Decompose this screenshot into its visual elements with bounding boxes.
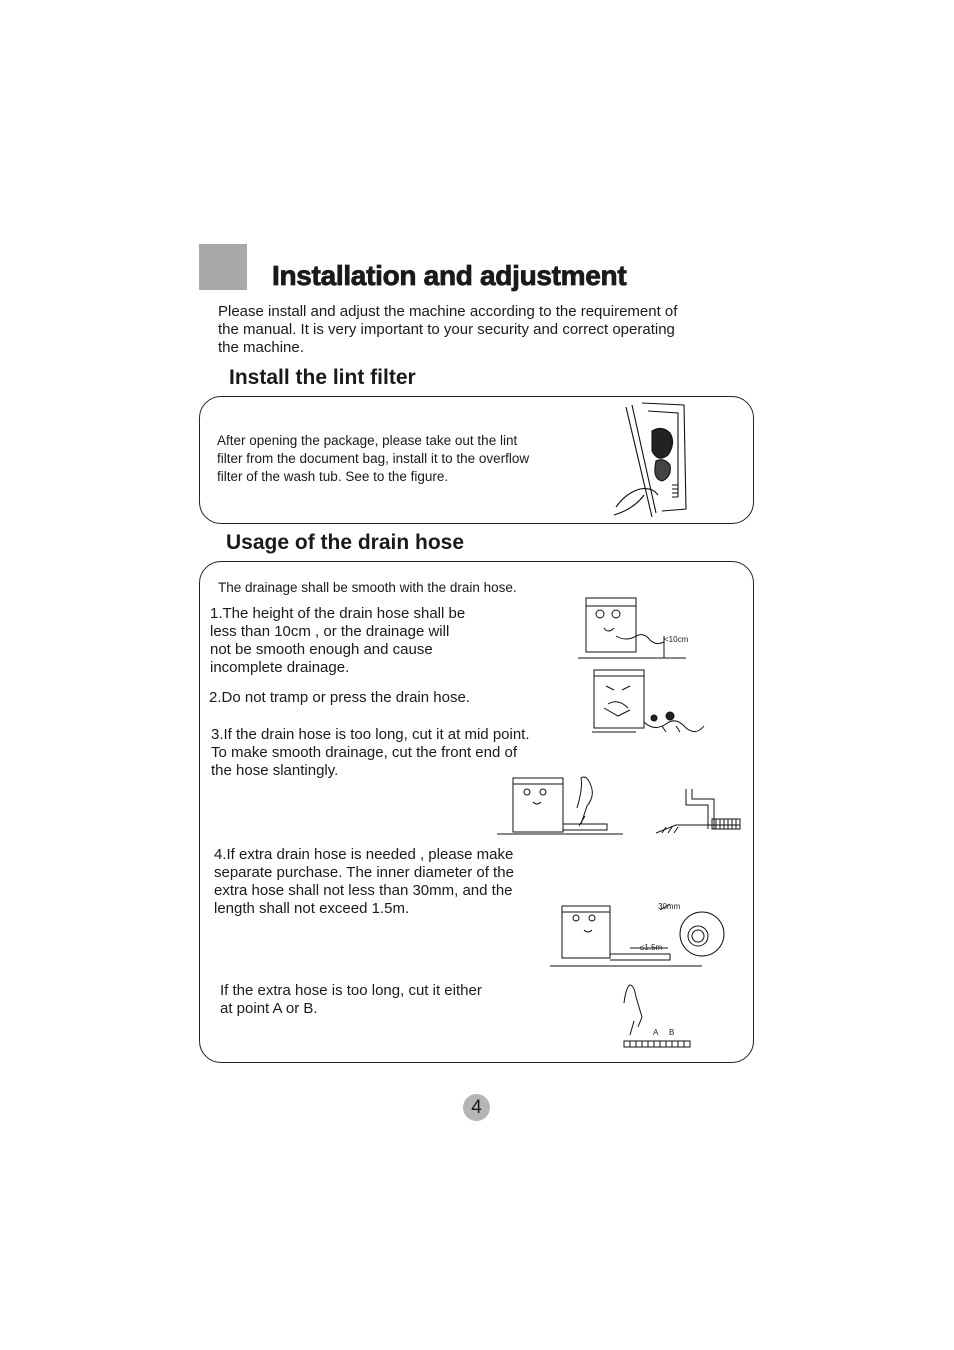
step-line: extra hose shall not less than 30mm, and the — [214, 882, 513, 899]
cut-note-text — [220, 982, 482, 1018]
step-1-illustration — [578, 596, 690, 662]
step-line: separate purchase. The inner diameter of the — [214, 864, 514, 881]
intro-line: Please install and adjust the machine according to the requirement of — [218, 303, 678, 320]
intro-line: the manual. It is very important to your security and correct operating — [218, 321, 675, 338]
cut-point-b-label: B — [669, 1028, 675, 1037]
step-4-diameter-label: 30mm — [658, 902, 681, 911]
lint-line: After opening the package, please take out the lint — [217, 433, 518, 448]
intro-paragraph — [218, 303, 738, 357]
step-line: 3.If the drain hose is too long, cut it at mid point. — [211, 726, 530, 743]
lint-filter-illustration — [612, 401, 692, 517]
step-4-length-label: ≤1.5m — [640, 943, 663, 952]
step-line: To make smooth drainage, cut the front end of — [211, 744, 518, 761]
drain-intro: The drainage shall be smooth with the drain hose. — [218, 580, 517, 595]
page-title: Installation and adjustment — [272, 260, 627, 291]
step-line: less than 10cm , or the drainage will — [210, 623, 450, 640]
step-4-illustration — [550, 896, 730, 968]
lint-filter-text — [217, 432, 529, 486]
step-line: 2.Do not tramp or press the drain hose. — [209, 689, 470, 706]
step-3-text — [211, 726, 530, 780]
section-marker — [199, 244, 247, 290]
cut-note-line: at point A or B. — [220, 1000, 318, 1017]
step-3-illustration — [497, 768, 623, 838]
step-2-illustration — [592, 668, 714, 742]
intro-line: the machine. — [218, 339, 304, 356]
page-number: 4 — [463, 1094, 490, 1121]
lint-filter-heading: Install the lint filter — [229, 366, 416, 389]
cut-point-illustration — [618, 983, 694, 1051]
step-2-text — [209, 689, 470, 707]
step-line: the hose slantingly. — [211, 762, 339, 779]
step-line: length shall not exceed 1.5m. — [214, 900, 410, 917]
step-line: not be smooth enough and cause — [210, 641, 433, 658]
lint-line: filter from the document bag, install it to the overflow — [217, 451, 530, 466]
step-line: 1.The height of the drain hose shall be — [210, 605, 466, 622]
step-line: incomplete drainage. — [210, 659, 350, 676]
step-line: 4.If extra drain hose is needed , please make — [214, 846, 514, 863]
hose-cut-detail-illustration — [656, 789, 742, 837]
step-1-text — [210, 605, 465, 677]
step-4-text — [214, 846, 514, 918]
step-1-label: <10cm — [664, 635, 689, 644]
cut-point-a-label: A — [653, 1028, 659, 1037]
drain-hose-heading: Usage of the drain hose — [226, 531, 465, 554]
cut-note-line: If the extra hose is too long, cut it either — [220, 982, 482, 999]
lint-line: filter of the wash tub. See to the figure. — [217, 469, 449, 484]
